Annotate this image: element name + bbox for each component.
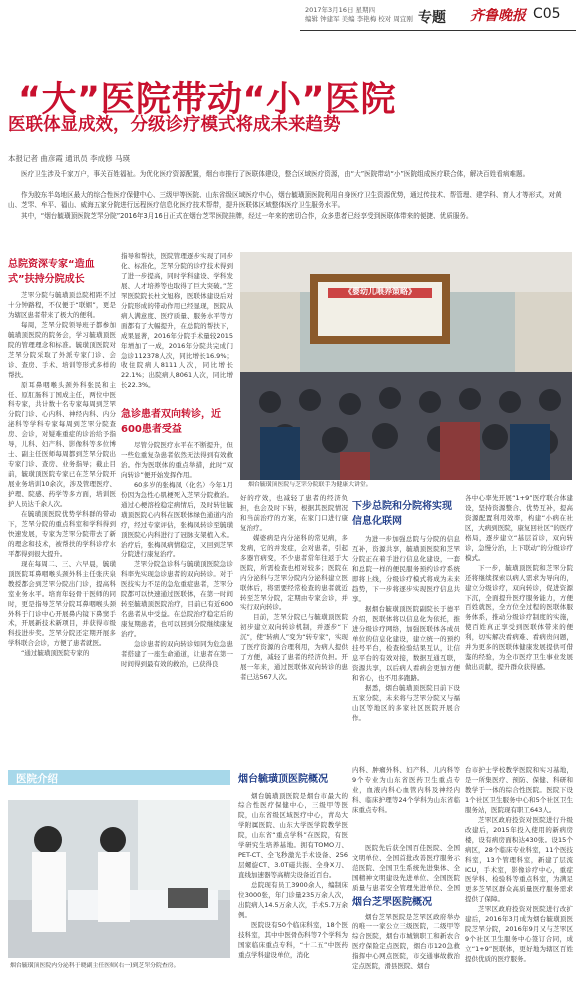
paragraph: 芝罘分院急诊科与毓璜顶医院急诊科率先实现急诊患者的双向转诊。对于医技实力不足的急危重症患者，芝罘分院都可以快速通过医联体，在第一时间转至毓璜顶医院治疗，目前已有近600名患者从中受益。在总院治疗稳定后的康复期患者，也可以回到分院继续康复治疗。 [121,560,233,639]
paragraph: 尽管分院医疗水平在不断提升，但一些危重复杂患者依然无法得到有效救治。作为医联体的重点举措，此时“双向转诊”便开始发挥作用。 [121,441,233,479]
paragraph: 原耳鼻咽喉头颈外科张民和主任、原肛肠科丁国成主任，两位中医科专家，共计数十名专家每周到芝罘分院门诊、心内科、神经内科、内分泌科等学科专家每周到芝罘分院查房、会诊，对疑难重症的诊治给予指导，儿科、妇产科、影像科等多位博士、副主任医师每周都到芝罘分院出专家门诊、查房、业务指导；截止目前，毓璜顶医院专家已在芝罘分院开展业务培训10余次，涉及管理医疗、护理、院感、药学等多方面，培训医护人员达千余人次。 [8,380,116,509]
paragraph: 烟台芝罘医院是芝罘区政府举办的唯一一家公立三级医院，二级甲等综合医院，烟台市城镇职工和新农合医疗保险定点医院，烟台市120急救指挥中心网点医院，市交通事故救治定点医院，滑县医院、烟台 [352,912,460,971]
editors-line: 编辑 钟建军 美编 李艳梅 校对 周宜刚 [305,15,413,23]
paragraph: 急诊患者的双向转诊如同为危急患者搭建了一座生命通道，让患者在第一时间得到最有效的救治，已获得良 [121,640,233,668]
paragraph: 目前，芝罘分院已与毓璜顶医院初步建立双向转诊机制，并逐步“下沉”，使“转病人”变为“转专家”，实现了医疗资源的合理利用，为病人提供了方便，减轻了患者的经济负担。开展一年来，通过医联体双向转诊的患者已达567人次。 [240,613,348,682]
lecture-photo [240,252,572,480]
lead-paragraph: 医疗卫生涉及千家万户，事关百姓福祉。为优化医疗资源配置，烟台市推行了医联体建设，整合区域医疗资源，由“大”医院带动“小”医院组成医疗联合体，解决百姓看病难题。 [21,170,530,178]
column-text [352,913,460,999]
paragraph: 总院现有员工3900余人，编制床位3000张，年门诊量235万余人次，出院病人14.5万余人次，手术5.7万余例。 [238,881,348,919]
paragraph: 媒婆病是内分泌科的常见病，多发病，它的并发症，会对患者，引起多器官病变，不少患者常年往返于大医院，所需检查也相对较多；医院在内分泌科与芝罘分院内分泌科建立医联体后，将需要经常检查的患者就近转至芝罘分院，定期由专家会诊，并实行双向转诊。 [240,533,348,612]
paragraph: 芝罘分院与毓璜顶总院相距不过十分钟路程，不仅便于“联姻”，更是为辖区患者带来了极大的便利。 [8,291,116,319]
paragraph: 每周，芝罘分院领导班子都参加毓璜顶医院的院务会，学习毓璜顶医院的管理理念和标准。毓璜顶医院对芝罘分院采取了外派专家门诊、会诊、查房、手术、培训等形式多样的帮扶。 [8,320,116,379]
headline: “大”医院带动“小”医院 [18,80,397,120]
paragraph: 好的疗效，也减轻了患者的经济负担，也会及时下转，根据其医院情况和当前治疗的方案，在家门口进行康复治疗。 [240,494,348,532]
column-1 [8,258,116,751]
column-text [465,494,573,756]
column-text: 内科、肿瘤外科、妇产科、儿内科等9个专业为山东省医药卫生重点专业，血液内科心血管内科及神经内科、临床护理等24个学科为山东省临床重点专科。 [352,766,460,814]
paragraph: 为进一步加强总院与分院的信息互补，资源共享，毓璜顶医院和芝罘分院正在着手进行信息化建设，一套和总院一样的便民服务预约诊疗系统即将上线，分级诊疗模式将成为未来趋势，下一步将逐步实现医疗信息共享。 [352,535,460,603]
column-text [352,535,460,753]
section-heading: 下步总院和分院将实现信息化联网 [352,501,452,527]
column-text [465,766,573,988]
photo-banner: 《婴幼儿喂养策略》 [344,287,416,296]
byline: 本报记者 曲彦霞 通讯员 李成修 马瑛 [8,154,131,163]
column-text [352,844,460,892]
paragraph: 芝罘区政府投资对医院进行改扩建后，2016年3月成为烟台毓璜顶医院芝罘分院，2016年9月又与芝罘区9个社区卫生服务中心签订合同，成立“1+9”医联体，更好地为辖区百姓提供优质的医疗服务。 [465,905,573,964]
hospital-intro-bar [8,770,230,785]
section-label: 专题 [418,10,446,26]
date-line: 2017年3月16日 星期四 [305,6,376,14]
hospital-intro-label: 医院介绍 [16,773,58,785]
box-heading: 烟台芝罘医院概况 [352,897,432,908]
header-meta [305,6,415,24]
photo-caption: 烟台毓璜顶医院与芝罘分院联手为健康大讲堂。 [248,482,372,488]
photo-caption: 烟台毓璜顶医院内分泌科于晓副主任医师(右一)到芝罘分院查房。 [10,963,180,969]
paragraph: 医院设有50个临床科室，18个医技科室，其中中医骨伤科等7个学科为国家临床重点专科，“十二五”中医药重点学科建设单位，消化 [238,920,348,959]
ward-round-photo [8,800,230,958]
subheadline: 医联体显成效，分级诊疗模式将成未来趋势 [8,115,341,135]
paragraph: 芝罘区政府投资对医院进行升级改建后，2015年投入使用的新病房楼，设有病房面积达430张。设15个病区，28个临床专业科室，11个医技科室，13个管理科室，新建了层流ICU，手术室，影像诊疗中心，重症医学科、检验科等重点科室，为满足更多芝罘区群众高质量医疗服务需求提供了保障。 [465,815,573,904]
paragraph: 下一步，毓璜顶医院和芝罘分院还将继续探索以病人需求为导向的，建立分级诊疗，双向转诊，促进资源下沉，全面提升医疗服务能力，方便百姓就医，全方位全过程的医联体服务体系，推动分级诊疗制度的实施，使百姓真正享受到医联体带来的便利，切实解决看病难、看病贵问题，并为更多的医联体健康发展提供可借鉴的经验，为全市医疗卫生事业发展做出贡献，提升群众获得感。 [465,563,573,672]
ward-round-graphic [8,800,230,958]
column-3 [240,494,348,756]
column-text: 指导和帮扶，医院管理逐步实现了同步化、标准化，芝罘分院的诊疗技术得到了进一步提高，同时学科建设、学科发展、人才培养等也取得了巨大突破。”芝罘医院院长杜文旭称，医联体建设后对分院形成的带动作用已经显现，医院从病人满意度、医疗质量、服务水平等方面都有了大幅提升，在总院的帮扶下，成果显著，2016年分院手术量较2015年增加了一成，2016年分院共完成门急诊112378人次，同比增长16.9%；收住院病人8111人次，同比增长22.1%；出院病人8061人次，同比增长22.3%。 [121,252,233,390]
paragraph: 台市护士学校教学医院和实习基地，是一所集医疗、预防、保健、科研和教学于一体的综合性医院。医院下设1个社区卫生服务中心和5个社区卫生服务站，医院现有职工643人。 [465,766,573,814]
paragraph: 据悉，烟台毓璜顶医院目前下设五家分院，未来将与芝罘分院又与福山区等地区的多家社区医院开展合作。 [352,684,460,723]
column-text [121,441,233,731]
box-yuhuangding [238,773,348,987]
lead-paragraph: 作为胶东半岛地区最大的综合性医疗保健中心、三级甲等医院、山东省级区域医疗中心，烟台毓璜顶医院利用自身医疗卫生资源优势，通过传技术、帮管理、建学科、育人才等形式，对黄山、芝罘、牟平、福山、威海五家分院进行远程医疗信息化医疗技术帮带，提升医联体区域整体医疗卫生服务水平。 [8,191,562,210]
paragraph: 各中心率先开展“1+9”医疗联合体建设，坚持资源整合、优势互补，提高资源配置利用效率，构建“小病在社区，大病到医院，康复回社区”的医疗格局，逐步建立“基层首诊，双向转诊，急慢分治，上下联动”的分级诊疗模式。 [465,494,573,562]
paragraph: 医院先后获全国百佳医院、全国文明单位、全国首批改善医疗服务示范医院、全国卫生系统先进集体、全国精神文明建设先进单位、全国医院质量与患者安全管理先进单位、全国 [352,844,460,892]
section-heading: 总院资深专家“造血式”扶持分院成长 [8,259,95,285]
column-last [465,766,573,988]
paragraph: 在毓璜顶医院优势学科群的带动下，芝罘分院的重点科室和学科得到快速发展，专家为芝罘分院带去了新的理念和技术，被帮扶的学科诊疗水平都得到很大提升。 [8,509,116,558]
section-heading: 急诊患者双向转诊，近600患者受益 [121,409,221,435]
column-2 [121,252,233,731]
paragraph: 据烟台毓璜顶医院副院长于德平介绍，医联体将以信息化为依托，推进分级诊疗网络，加强医联体各成员单位的信息化建设，建立统一的预约挂号平台，检查检验结果互认，让信息平台的有效对接，数据互通互联，资源共享，以后病人看病会更加方便和省心，也不用多跑路。 [352,604,460,683]
header-rule [300,30,576,31]
column-text [240,494,348,756]
column-5 [465,494,573,756]
page-number: C05 [533,6,561,22]
box-zhifu [352,766,460,999]
paragraph: 现在每周二、三、六早晨，毓璜顶医院耳鼻咽喉头颈外科主任张庆泉教授都会到芝罘分院出门诊，提高科室业务水平。培育年轻骨干医师的同时，更是指导芝罘分院耳鼻咽喉头颈外科于门诊中心开展鼻内镜下鼻窦手术，开展新技术新项目，并获得市级科技进步奖。芝罘分院还定期开展多学科联合会诊，方便了患者就医。 [8,559,116,648]
column-4 [352,500,460,753]
paragraph: 烟台毓璜顶医院是烟台市最大的综合性医疗保健中心，三级甲等医院，山东省级区域医疗中心，青岛大学附属医院、山东大学医学院教学医院，山东省“重点学科”在医院，有医学研究生培养基地。拥有TOMO刀、PET-CT、全飞秒激光手术设备、256层螺旋CT、3.0T磁共振、全身X刀、直线加速器等高精尖设备近百台。 [238,791,348,880]
paragraph: 60多岁的张梅凤（化名）今年1月份因为急性心肌梗死入芝罘分院救治。通过心梗溶栓稳定病情后，及时转往毓璜顶医院心内科在医联体绿色通道内治疗，经过专家评估，张梅凤转诊至毓璜顶医院心内科进行了冠脉支架植入术。治疗后，张梅凤病情稳定，又回到芝罘分院进行康复治疗。 [121,480,233,559]
paragraph: “通过毓璜顶医院专家的 [21,649,90,658]
lead-paragraph: 其中，“烟台毓璜顶医院芝罘分院”2016年3月16日正式在烟台芝罘医院挂牌，经过一年来的密切合作，众多患者已经享受到医联体带来的便捷、优质服务。 [21,212,473,220]
column-text [238,792,348,987]
box-heading: 烟台毓璜顶医院概况 [238,774,328,785]
newspaper-logo: 齐鲁晚报 [470,8,526,24]
column-text [8,291,116,751]
